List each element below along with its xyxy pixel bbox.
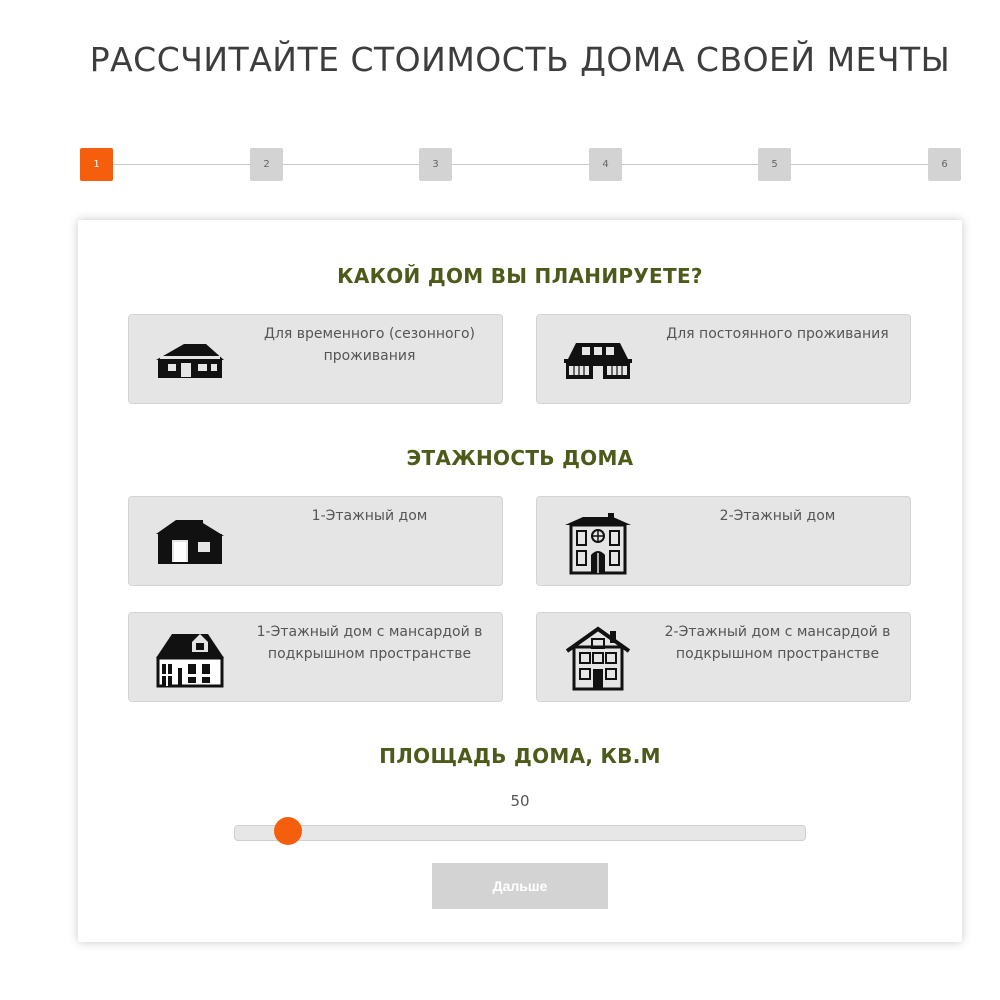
floors-title: ЭТАЖНОСТЬ ДОМА — [406, 446, 634, 470]
option-two-story-attic[interactable] — [536, 612, 911, 702]
page-title: РАССЧИТАЙТЕ СТОИМОСТЬ ДОМА СВОЕЙ МЕЧТЫ — [89, 40, 951, 79]
option-label: Для постоянного проживания — [666, 326, 889, 342]
option-label: 2-Этажный дом — [719, 508, 836, 524]
area-slider-track[interactable] — [234, 825, 806, 841]
option-label: 2-Этажный дом с мансардой в подкрышном пространстве — [664, 624, 891, 662]
attic-house-icon — [153, 625, 227, 691]
step-3[interactable]: 3 — [419, 148, 452, 181]
option-label: 1-Этажный дом с мансардой в подкрышном пространстве — [256, 624, 483, 662]
bungalow-icon — [153, 327, 227, 393]
progress-stepper — [80, 148, 960, 182]
step-1[interactable]: 1 — [80, 148, 113, 181]
two-story-house-icon — [561, 509, 635, 575]
option-one-story-attic[interactable] — [128, 612, 503, 702]
step-5[interactable]: 5 — [758, 148, 791, 181]
next-button[interactable]: Дальше — [432, 863, 608, 909]
option-seasonal-living[interactable] — [128, 314, 503, 404]
calculator-card — [78, 220, 962, 942]
colonial-house-icon — [561, 327, 635, 393]
area-value: 50 — [510, 792, 530, 810]
house-type-title: КАКОЙ ДОМ ВЫ ПЛАНИРУЕТЕ? — [337, 264, 703, 288]
step-2[interactable]: 2 — [250, 148, 283, 181]
one-story-house-icon — [153, 509, 227, 575]
two-story-attic-house-icon — [561, 625, 635, 691]
area-title: ПЛОЩАДЬ ДОМА, КВ.М — [379, 744, 661, 768]
option-one-story[interactable] — [128, 496, 503, 586]
option-label: Для временного (сезонного) проживания — [264, 326, 475, 364]
option-permanent-living[interactable] — [536, 314, 911, 404]
option-two-story[interactable] — [536, 496, 911, 586]
stepper-line — [96, 164, 944, 165]
option-label: 1-Этажный дом — [311, 508, 428, 524]
step-6[interactable]: 6 — [928, 148, 961, 181]
step-4[interactable]: 4 — [589, 148, 622, 181]
